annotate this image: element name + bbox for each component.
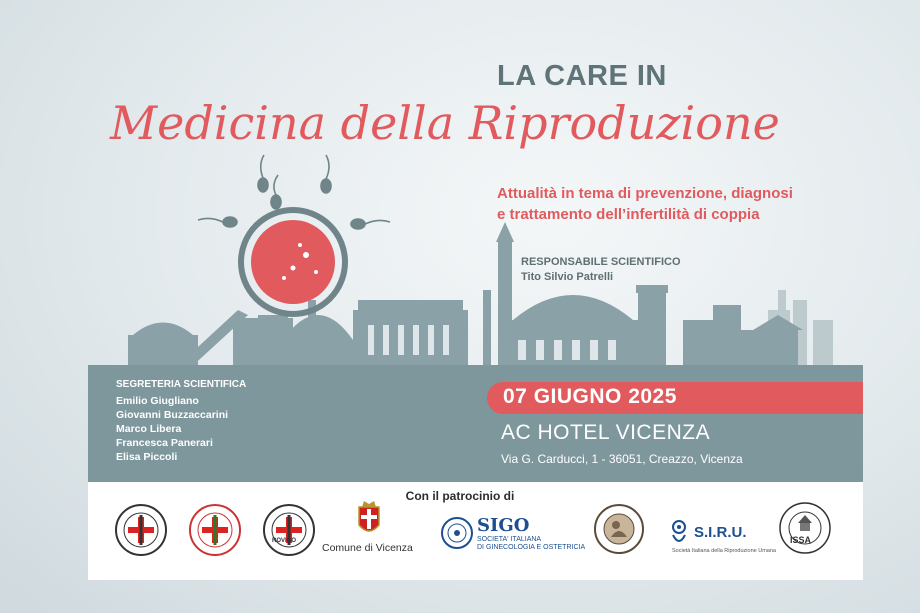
list-item: Giovanni Buzzaccarini bbox=[116, 409, 229, 421]
responsabile-name: Tito Silvio Patrelli bbox=[521, 271, 614, 283]
sigo-acronym: SIGO bbox=[477, 515, 530, 536]
responsabile-label: RESPONSABILE SCIENTIFICO bbox=[521, 256, 681, 268]
title-top: LA CARE IN bbox=[497, 60, 667, 92]
ordine-medici-rovigo-logo bbox=[262, 503, 316, 557]
patronage-label: Con il patrocinio di bbox=[405, 489, 515, 503]
sigo-line-1: SOCIETA' ITALIANA bbox=[477, 536, 542, 543]
comune-vicenza-label: Comune di Vicenza bbox=[322, 542, 413, 554]
subtitle-line-2: e trattamento dell’infertilità di coppia bbox=[497, 206, 760, 223]
segreteria-label: SEGRETERIA SCIENTIFICA bbox=[116, 379, 247, 390]
rovigo-label: ROVIGO bbox=[272, 538, 297, 544]
event-date: 07 GIUGNO 2025 bbox=[503, 385, 677, 408]
sigo-line-2: DI GINECOLOGIA E OSTETRICIA bbox=[477, 544, 586, 551]
list-item: Elisa Piccoli bbox=[116, 451, 178, 463]
issa-label: ISSA bbox=[790, 535, 812, 545]
list-item: Emilio Giugliano bbox=[116, 395, 199, 407]
sigo-seal-icon bbox=[441, 517, 473, 549]
siru-subtitle: Società Italiana della Riproduzione Umana bbox=[672, 548, 776, 554]
subtitle-line-1: Attualità in tema di prevenzione, diagnosi bbox=[497, 185, 793, 202]
list-item: Marco Libera bbox=[116, 423, 182, 435]
event-venue: AC HOTEL VICENZA bbox=[501, 421, 711, 444]
segreteria-list bbox=[116, 394, 228, 464]
list-item: Francesca Panerari bbox=[116, 437, 213, 449]
siru-acronym: S.I.R.U. bbox=[694, 524, 747, 541]
ordine-medici-vicenza-logo bbox=[188, 503, 242, 557]
associazione-ginecologi-logo bbox=[593, 503, 645, 555]
patron-logos bbox=[100, 497, 840, 567]
issa-logo bbox=[778, 501, 832, 555]
siru-figure-icon bbox=[668, 519, 690, 545]
comune-vicenza-crest-icon bbox=[356, 499, 382, 539]
title-script: Medicina della Riproduzione bbox=[110, 96, 780, 150]
subtitle bbox=[497, 183, 847, 225]
event-address: Via G. Carducci, 1 - 36051, Creazzo, Vicenza bbox=[501, 452, 743, 466]
ordine-medici-padova-logo bbox=[114, 503, 168, 557]
